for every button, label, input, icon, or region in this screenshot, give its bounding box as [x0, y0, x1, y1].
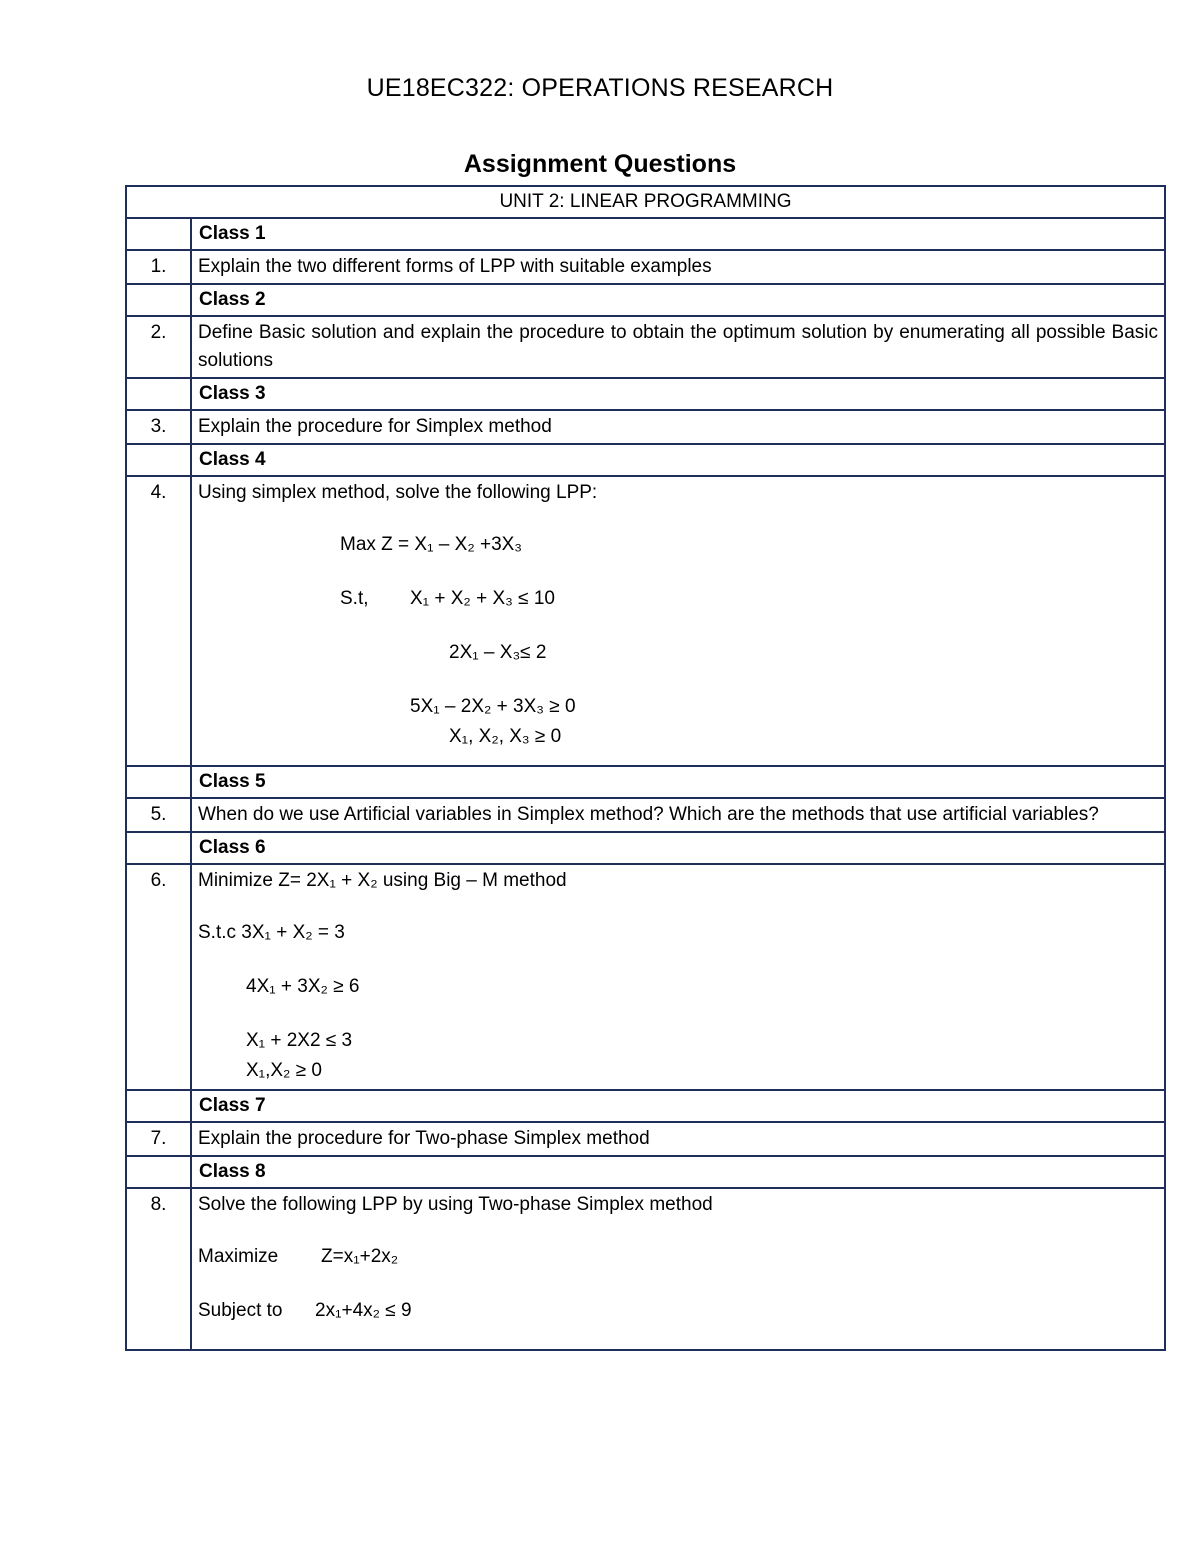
empty-number-cell	[126, 284, 191, 316]
constraint-2: 2X₁ – X₃≤ 2	[449, 642, 547, 663]
question-number: 4.	[126, 476, 191, 766]
question-number: 6.	[126, 864, 191, 1090]
class-label: Class 6	[191, 832, 1165, 864]
non-negativity-constraint: X₁,X₂ ≥ 0	[246, 1060, 322, 1081]
constraint-1: S.t.c 3X₁ + X₂ = 3	[198, 922, 345, 943]
objective-label: Maximize	[198, 1246, 279, 1267]
document-title: UE18EC322: OPERATIONS RESEARCH	[366, 74, 834, 102]
question-cell	[191, 476, 1165, 766]
non-negativity-constraint: X₁, X₂, X₃ ≥ 0	[449, 726, 562, 747]
class-row	[126, 444, 1165, 476]
empty-number-cell	[126, 378, 191, 410]
class-row	[126, 378, 1165, 410]
class-row	[126, 218, 1165, 250]
objective-function: Max Z = X₁ – X₂ +3X₃	[340, 534, 523, 555]
class-row	[126, 284, 1165, 316]
empty-number-cell	[126, 1090, 191, 1122]
class-label: Class 7	[191, 1090, 1165, 1122]
question-number: 2.	[126, 316, 191, 378]
question-row	[126, 798, 1165, 832]
question-number: 7.	[126, 1122, 191, 1156]
class-row	[126, 1156, 1165, 1188]
question-row	[126, 316, 1165, 378]
constraint-1: X₁ + X₂ + X₃ ≤ 10	[410, 588, 555, 609]
class-row	[126, 766, 1165, 798]
constraint-3: 5X₁ – 2X₂ + 3X₃ ≥ 0	[410, 696, 576, 717]
lpp-formulation	[198, 895, 1158, 1087]
question-text: Explain the procedure for Two-phase Simplex method	[191, 1122, 1165, 1156]
subject-to-label: Subject to	[198, 1300, 283, 1321]
class-row	[126, 832, 1165, 864]
empty-number-cell	[126, 218, 191, 250]
objective-function: Z=x₁+2x₂	[321, 1246, 399, 1267]
question-number: 3.	[126, 410, 191, 444]
questions-table	[125, 185, 1166, 1351]
class-label: Class 5	[191, 766, 1165, 798]
question-row	[126, 1122, 1165, 1156]
question-text: Explain the procedure for Simplex method	[191, 410, 1165, 444]
question-text: When do we use Artificial variables in Simplex method? Which are the methods that use artificial variables?	[191, 798, 1165, 832]
question-row	[126, 476, 1165, 766]
question-cell	[191, 1188, 1165, 1350]
question-row	[126, 864, 1165, 1090]
unit-header-row	[126, 186, 1165, 218]
unit-title: UNIT 2: LINEAR PROGRAMMING	[126, 186, 1165, 218]
constraint-1: 2x₁+4x₂ ≤ 9	[315, 1300, 412, 1321]
constraint-3: X₁ + 2X2 ≤ 3	[246, 1030, 353, 1051]
question-text: Define Basic solution and explain the procedure to obtain the optimum solution by enumerating all possible Basic solutions	[191, 316, 1165, 378]
empty-number-cell	[126, 766, 191, 798]
question-row	[126, 1188, 1165, 1350]
subject-to-label: S.t,	[340, 588, 369, 609]
question-number: 5.	[126, 798, 191, 832]
class-label: Class 3	[191, 378, 1165, 410]
lpp-formulation	[198, 1219, 1158, 1347]
question-number: 8.	[126, 1188, 191, 1350]
empty-number-cell	[126, 1156, 191, 1188]
class-label: Class 4	[191, 444, 1165, 476]
question-text: Using simplex method, solve the following LPP:	[198, 482, 598, 503]
question-number: 1.	[126, 250, 191, 284]
document-subtitle: Assignment Questions	[463, 150, 737, 178]
constraint-2: 4X₁ + 3X₂ ≥ 6	[246, 976, 360, 997]
class-label: Class 2	[191, 284, 1165, 316]
class-label: Class 8	[191, 1156, 1165, 1188]
question-cell	[191, 864, 1165, 1090]
empty-number-cell	[126, 444, 191, 476]
question-text: Minimize Z= 2X₁ + X₂ using Big – M method	[198, 870, 567, 891]
question-row	[126, 250, 1165, 284]
question-row	[126, 410, 1165, 444]
empty-number-cell	[126, 832, 191, 864]
question-text: Solve the following LPP by using Two-phase Simplex method	[198, 1194, 713, 1215]
question-text: Explain the two different forms of LPP with suitable examples	[191, 250, 1165, 284]
class-row	[126, 1090, 1165, 1122]
lpp-formulation	[198, 507, 1158, 763]
class-label: Class 1	[191, 218, 1165, 250]
